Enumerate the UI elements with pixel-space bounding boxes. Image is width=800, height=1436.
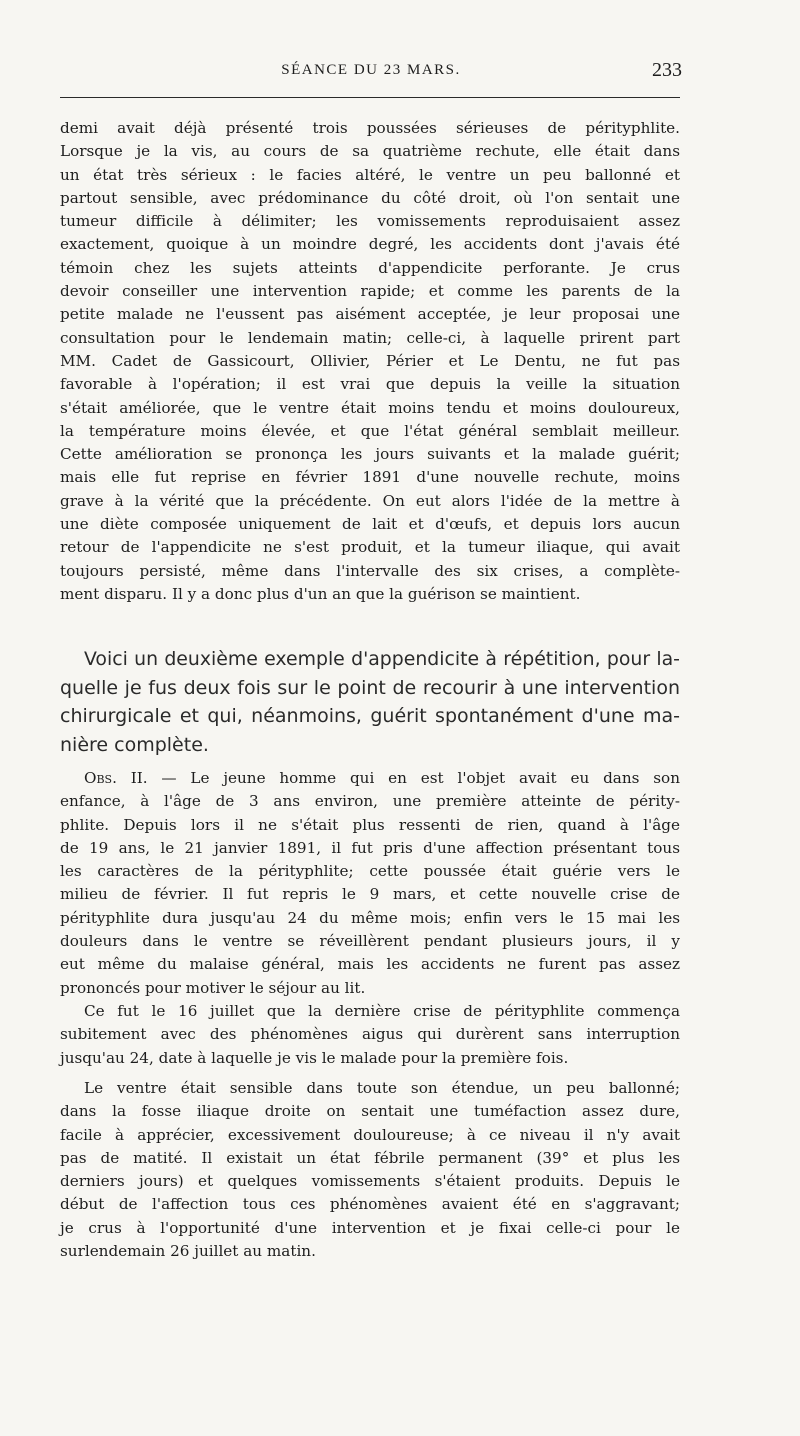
text-line: je crus à l'opportunité d'une intervention et je fixai celle-ci pour le: [60, 1218, 680, 1237]
text-line: devoir conseiller une intervention rapide; et comme les parents de la: [60, 282, 680, 301]
observation-paragraph: [60, 767, 680, 1000]
text-line: dans la fosse iliaque droite on sentait une tuméfaction assez dure,: [60, 1102, 680, 1121]
commentary-paragraph: [60, 645, 680, 759]
text-line: retour de l'appendicite ne s'est produit, et la tumeur iliaque, qui avait: [60, 538, 680, 557]
text-line: pas de matité. Il existait un état fébrile permanent (39° et plus les: [60, 1148, 680, 1167]
text-line: [60, 767, 680, 790]
text-line: jusqu'au 24, date à laquelle je vis le malade pour la première fois.: [60, 1048, 569, 1067]
text-line: la température moins élevée, et que l'état général semblait meilleur.: [60, 421, 680, 440]
text-line: quelle je fus deux fois sur le point de recourir à une intervention: [60, 676, 680, 699]
text-line: demi avait déjà présenté trois poussées sérieuses de pérityphlite.: [60, 119, 680, 137]
text-line: consultation pour le lendemain matin; celle-ci, à laquelle prirent part: [60, 328, 680, 347]
text-line: MM. Cadet de Gassicourt, Ollivier, Périer et Le Dentu, ne fut pas: [60, 351, 680, 370]
page-number: 233: [652, 59, 682, 81]
text-line: Cette amélioration se prononça les jours suivants et la malade guérit;: [60, 445, 680, 464]
text-line: Ce fut le 16 juillet que la dernière crise de pérityphlite commença: [84, 1002, 680, 1020]
text-line: surlendemain 26 juillet au matin.: [60, 1242, 316, 1261]
text-line: témoin chez les sujets atteints d'appendicite perforante. Je crus: [60, 258, 680, 277]
text-line: début de l'affection tous ces phénomènes avaient été en s'aggravant;: [60, 1195, 680, 1214]
text-line: une diète composée uniquement de lait et d'œufs, et depuis lors aucun: [60, 515, 680, 534]
text-line: milieu de février. Il fut repris le 9 mars, et cette nouvelle crise de: [60, 885, 680, 904]
text-line: un état très sérieux : le facies altéré, le ventre un peu ballonné et: [60, 165, 680, 184]
paragraph: [60, 1077, 680, 1263]
observation-label: Obs. II.: [84, 769, 148, 787]
text-line: facile à apprécier, excessivement douloureuse; à ce niveau il n'y avait: [60, 1125, 680, 1144]
text-line: phlite. Depuis lors il ne s'était plus ressenti de rien, quand à l'âge: [60, 815, 680, 834]
text-line: grave à la vérité que la précédente. On eut alors l'idée de la mettre à: [60, 491, 680, 510]
text-line: derniers jours) et quelques vomissements s'étaient produits. Depuis le: [60, 1172, 680, 1191]
paragraph-continued: [60, 117, 680, 606]
text-line: de 19 ans, le 21 janvier 1891, il fut pris d'une affection présentant tous: [60, 838, 680, 857]
running-head: [60, 59, 682, 88]
text-fragment: — Le jeune homme qui en est l'objet avait eu dans son: [147, 769, 680, 787]
text-line: petite malade ne l'eussent pas aisément acceptée, je leur proposai une: [60, 305, 680, 324]
text-line: prononcés pour motiver le séjour au lit.: [60, 978, 366, 997]
header-rule: [60, 97, 680, 98]
text-line: enfance, à l'âge de 3 ans environ, une première atteinte de périty-: [60, 792, 680, 811]
paragraph: [60, 1000, 680, 1070]
text-line: favorable à l'opération; il est vrai que depuis la veille la situation: [60, 375, 680, 394]
text-line: Le ventre était sensible dans toute son étendue, un peu ballonné;: [84, 1079, 680, 1097]
text-line: chirurgicale et qui, néanmoins, guérit spontanément d'une ma-: [60, 705, 680, 727]
running-title: SÉANCE DU 23 MARS.: [281, 62, 461, 78]
text-line: exactement, quoique à un moindre degré, les accidents dont j'avais été: [60, 235, 680, 254]
text-line: Lorsque je la vis, au cours de sa quatrième rechute, elle était dans: [60, 142, 680, 161]
text-line: subitement avec des phénomènes aigus qui durèrent sans interruption: [60, 1025, 680, 1044]
text-line: s'était améliorée, que le ventre était moins tendu et moins douloureux,: [60, 398, 680, 417]
text-line: toujours persisté, même dans l'intervalle des six crises, a complète-: [60, 561, 680, 580]
text-line: douleurs dans le ventre se réveillèrent pendant plusieurs jours, il y: [60, 932, 680, 951]
text-line: partout sensible, avec prédominance du côté droit, où l'on sentait une: [60, 188, 680, 207]
text-line: nière complète.: [60, 733, 209, 756]
text-line: eut même du malaise général, mais les accidents ne furent pas assez: [60, 955, 680, 974]
text-line: Voici un deuxième exemple d'appendicite à répétition, pour la-: [84, 648, 680, 670]
text-line: tumeur difficile à délimiter; les vomissements reproduisaient assez: [60, 212, 680, 231]
text-line: ment disparu. Il y a donc plus d'un an que la guérison se maintient.: [60, 584, 581, 603]
text-line: pérityphlite dura jusqu'au 24 du même mois; enfin vers le 15 mai les: [60, 908, 680, 927]
text-line: les caractères de la pérityphlite; cette poussée était guérie vers le: [60, 862, 680, 881]
text-line: mais elle fut reprise en février 1891 d'une nouvelle rechute, moins: [60, 468, 680, 487]
